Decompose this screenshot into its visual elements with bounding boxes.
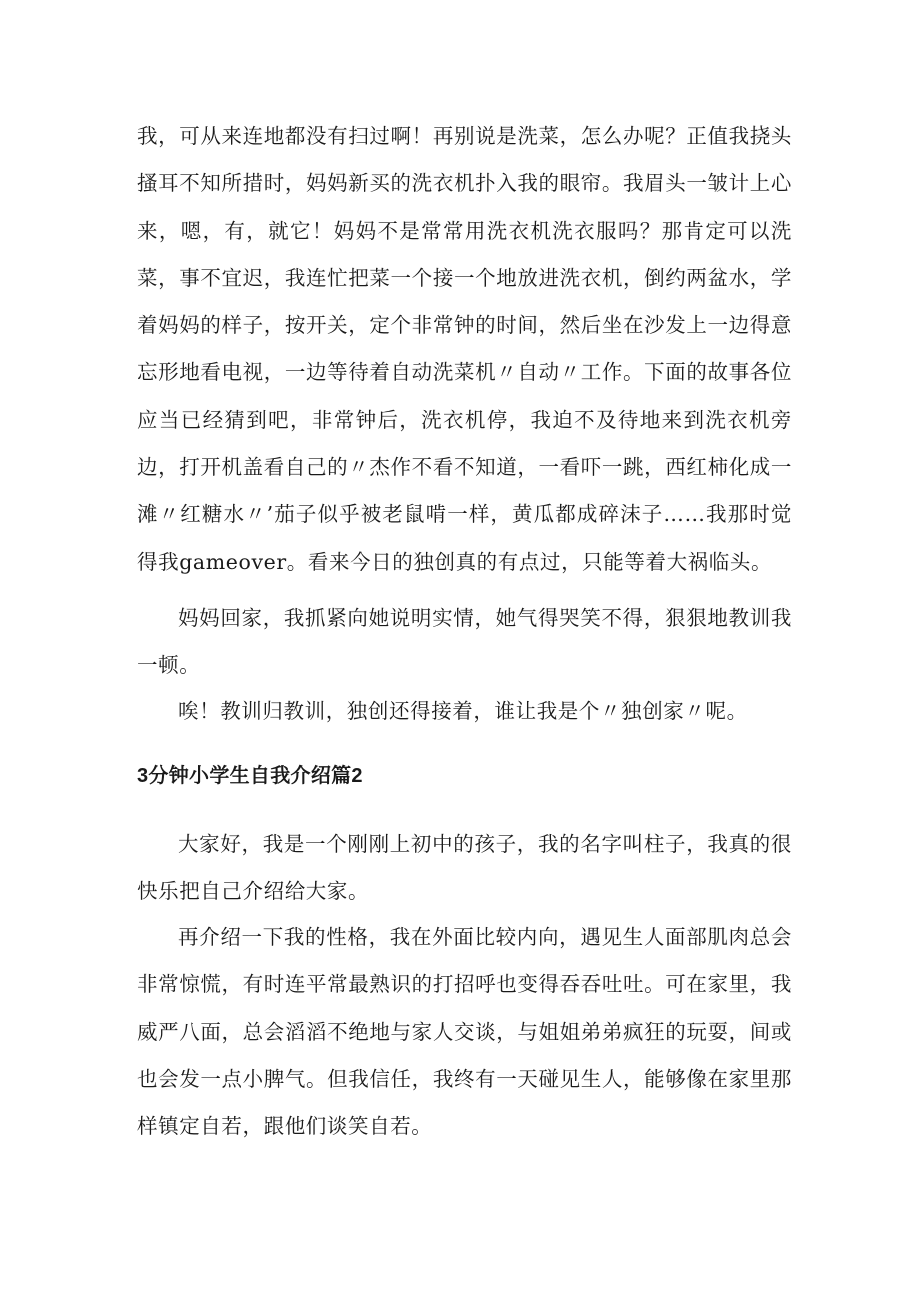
- story-paragraph-conclusion: 唉！教训归教训，独创还得接着，谁让我是个〃独创家〃呢。: [178, 699, 748, 723]
- story-paragraph-continued: 我，可从来连地都没有扫过啊！再别说是洗菜，怎么办呢？正值我挠头搔耳不知所措时，妈妈新买的洗衣机扑入我的眼帘。我眉头一皱计上心来，嗯，有，就它！妈妈不是常常用洗衣机洗衣服吗？那肯定可以洗菜，事不宜迟，我连忙把菜一个接一个地放进洗衣机，倒约两盆水，学着妈妈的样子，按开关，定个非常钟的时间，然后坐在沙发上一边得意忘形地看电视，一边等待着自动洗菜机〃自动〃工作。下面的故事各位应当已经猜到吧，非常钟后，洗衣机停，我迫不及待地来到洗衣机旁边，打开机盖看自己的〃杰作不看不知道，一看吓一跳，西红柿化成一滩〃红糖水〃’茄子似乎被老鼠啃一样，黄瓜都成碎沫子……我那时觉得我gameover。看来今日的独创真的有点过，只能等着大祸临头。: [137, 124, 792, 574]
- intro-paragraph-personality: 再介绍一下我的性格，我在外面比较内向，遇见生人面部肌肉总会非常惊慌，有时连平常最熟识的打招呼也变得吞吞吐吐。可在家里，我威严八面，总会滔滔不绝地与家人交谈，与姐姐弟弟疯狂的玩耍，间或也会发一点小脾气。但我信任，我终有一天碰见生人，能够像在家里那样镇定自若，跟他们谈笑自若。: [137, 925, 792, 1139]
- intro-paragraph-greeting: 大家好，我是一个刚刚上初中的孩子，我的名字叫柱子，我真的很快乐把自己介绍给大家。: [137, 832, 792, 904]
- section-heading: 3分钟小学生自我介绍篇2: [137, 765, 363, 787]
- story-paragraph-mother-returns: 妈妈回家，我抓紧向她说明实情，她气得哭笑不得，狠狠地教训我一顿。: [137, 606, 792, 678]
